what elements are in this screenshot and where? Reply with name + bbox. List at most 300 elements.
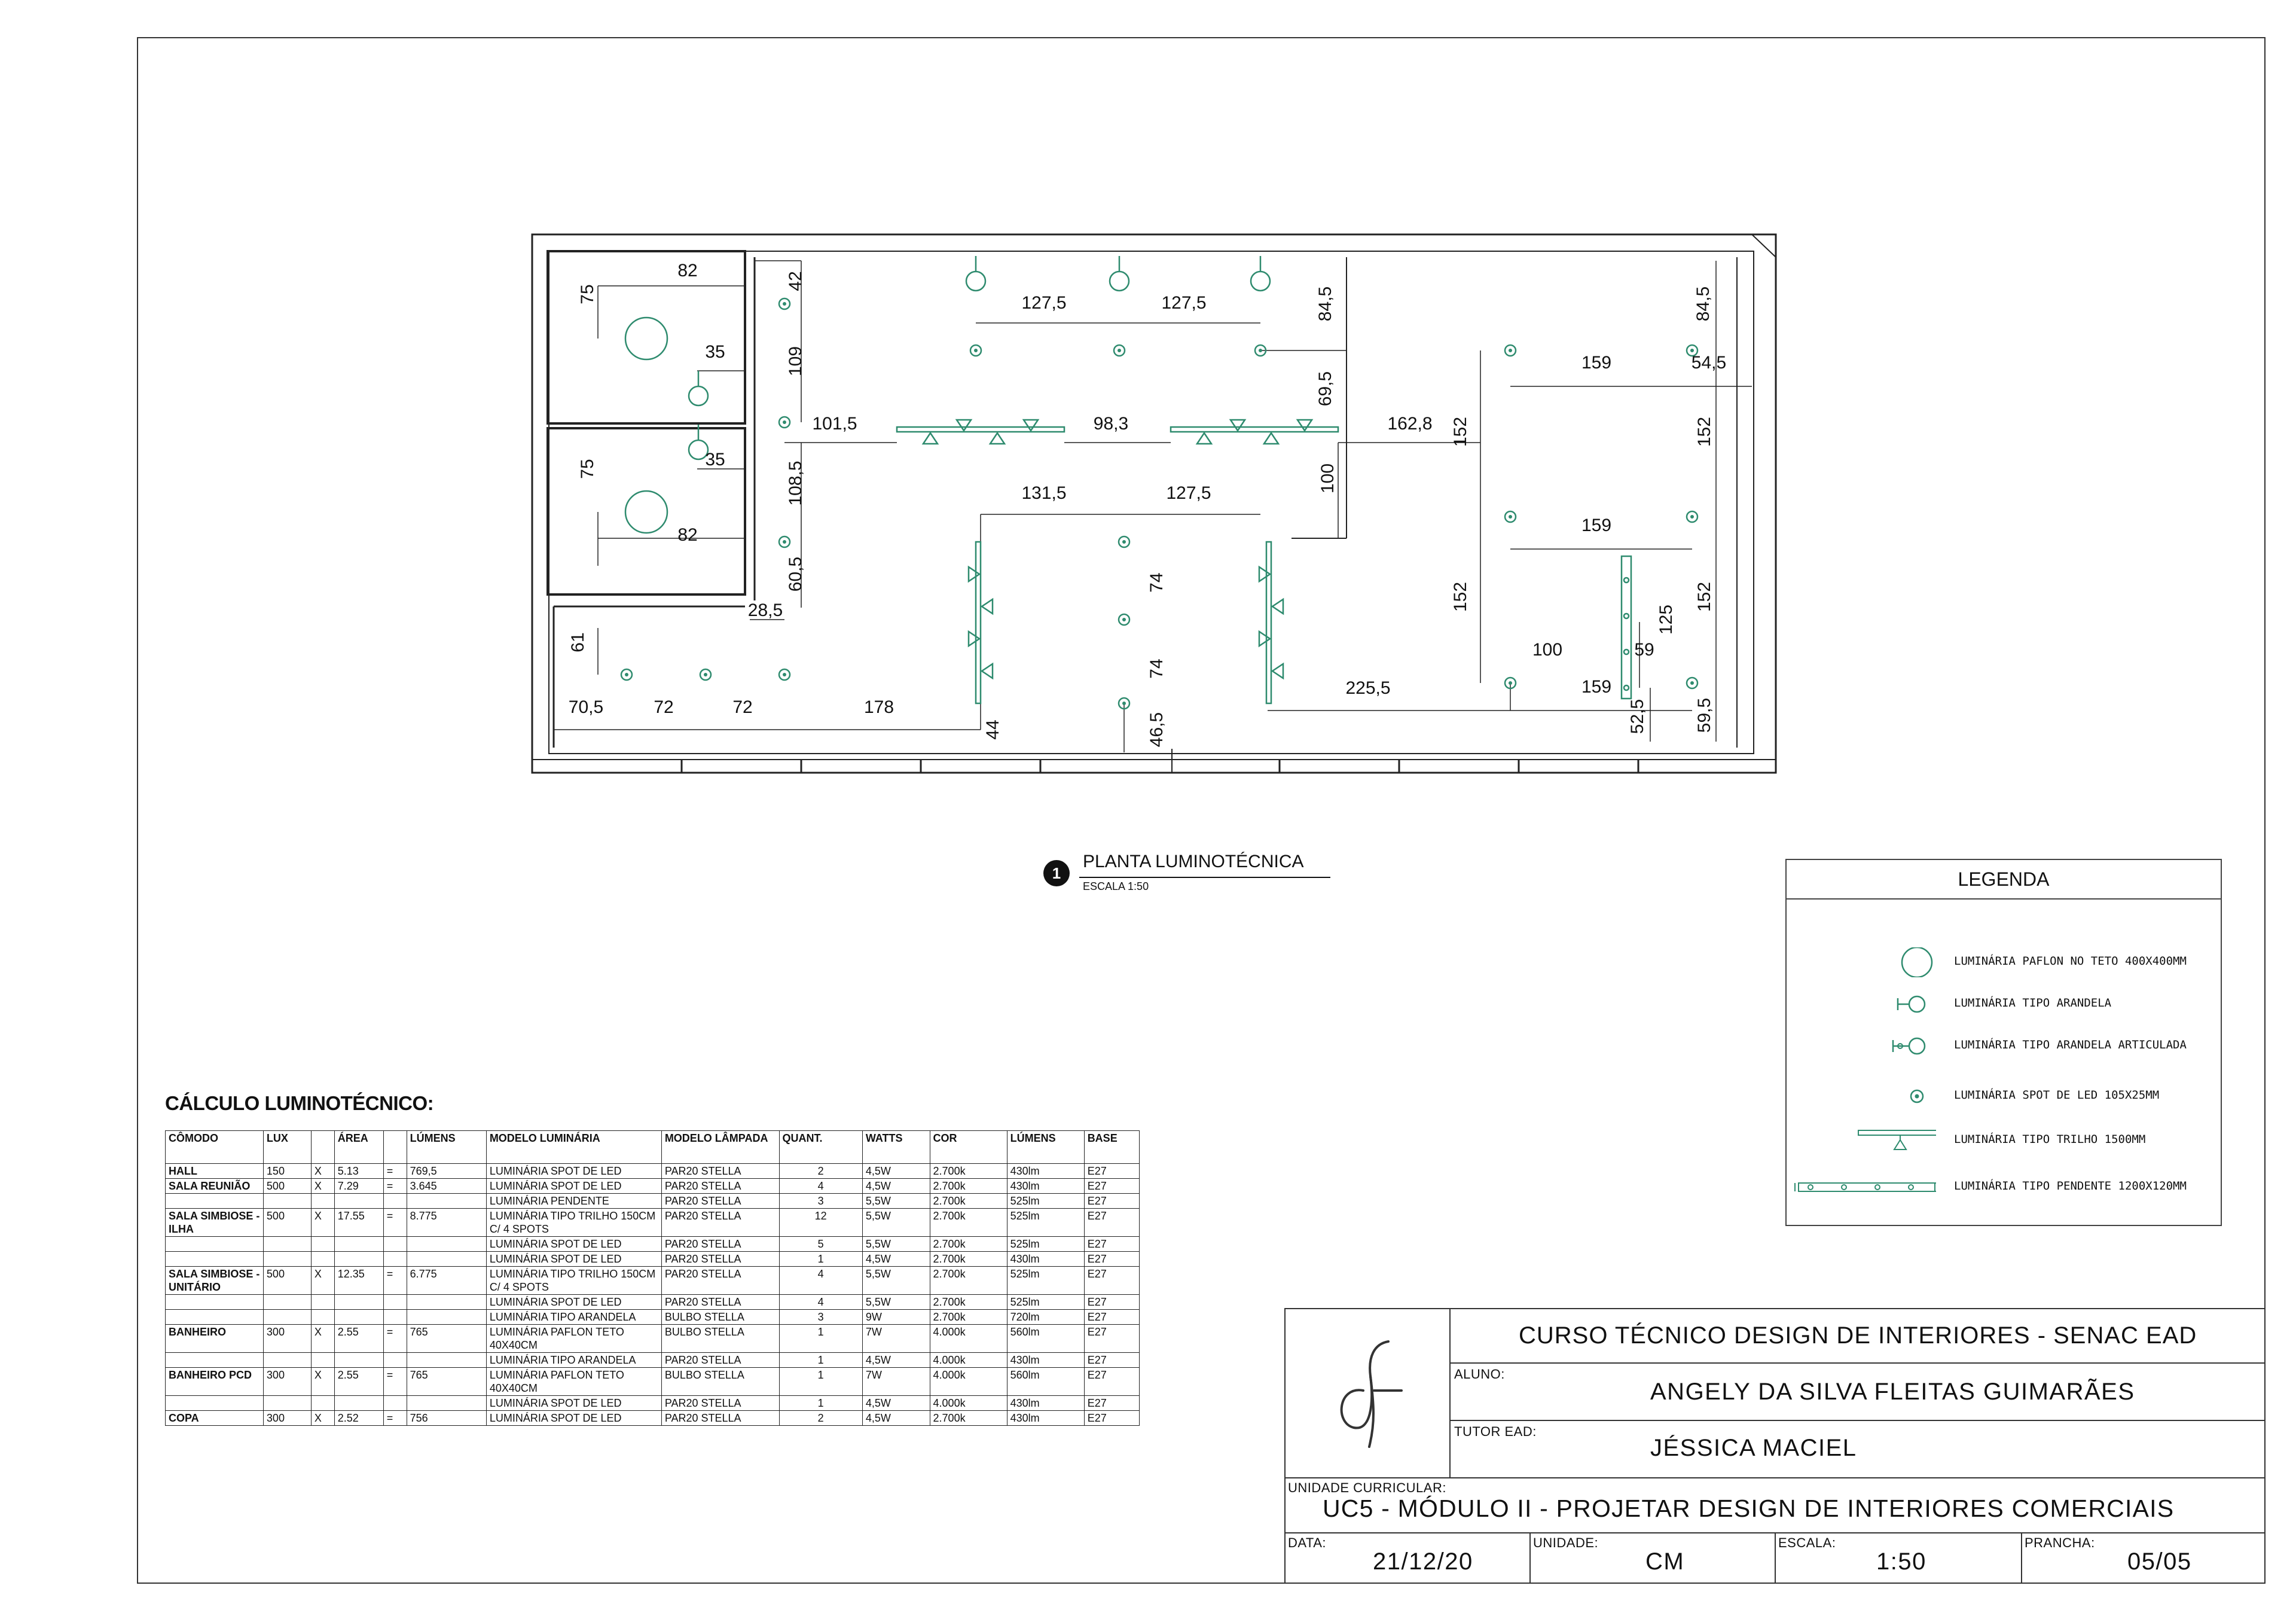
table-cell: PAR20 STELLA bbox=[661, 1252, 779, 1267]
legend-item bbox=[1787, 989, 2221, 1019]
table-cell: 150 bbox=[263, 1164, 311, 1179]
table-cell: LUMINÁRIA PAFLON TETO 40X40CM bbox=[486, 1325, 661, 1353]
table-cell: 525lm bbox=[1007, 1237, 1084, 1252]
table-cell: 4.000k bbox=[930, 1325, 1007, 1353]
dimension-label: 72 bbox=[654, 697, 674, 717]
table-cell: E27 bbox=[1084, 1396, 1139, 1411]
table-cell bbox=[263, 1353, 311, 1368]
caption-title: PLANTA LUMINOTÉCNICA bbox=[1083, 852, 1304, 871]
table-cell bbox=[383, 1194, 407, 1209]
track-light-icon bbox=[897, 420, 1064, 444]
table-row bbox=[166, 1209, 1140, 1237]
table-cell bbox=[166, 1396, 264, 1411]
table-cell: 560lm bbox=[1007, 1368, 1084, 1396]
track-light-icon bbox=[969, 542, 993, 703]
dimension-label: 127,5 bbox=[1166, 483, 1211, 503]
table-cell: = bbox=[383, 1267, 407, 1295]
student-name: ANGELY DA SILVA FLEITAS GUIMARÃES bbox=[1650, 1379, 2135, 1405]
table-row bbox=[166, 1267, 1140, 1295]
table-cell bbox=[166, 1310, 264, 1325]
table-cell: 2.700k bbox=[930, 1179, 1007, 1194]
table-cell: 525lm bbox=[1007, 1267, 1084, 1295]
unit-label: UNIDADE CURRICULAR: bbox=[1288, 1480, 1446, 1495]
dimension-label: 159 bbox=[1581, 353, 1612, 373]
led-spot-icon bbox=[700, 669, 711, 680]
table-cell: = bbox=[383, 1164, 407, 1179]
scale-value: 1:50 bbox=[1876, 1548, 1926, 1575]
pendant-light-icon bbox=[1787, 1172, 1936, 1202]
table-cell: 4,5W bbox=[862, 1252, 930, 1267]
tutor-label: TUTOR EAD: bbox=[1454, 1424, 1537, 1439]
table-cell: 4 bbox=[779, 1267, 862, 1295]
table-cell bbox=[383, 1237, 407, 1252]
legend-title: LEGENDA bbox=[1787, 860, 2221, 900]
table-cell: 756 bbox=[407, 1411, 486, 1426]
table-cell bbox=[166, 1252, 264, 1267]
table-cell: 2.55 bbox=[334, 1325, 383, 1353]
pendant-light-icon bbox=[1622, 556, 1631, 699]
led-spot-icon bbox=[970, 345, 981, 356]
table-cell: E27 bbox=[1084, 1353, 1139, 1368]
table-cell: 3 bbox=[779, 1194, 862, 1209]
table-cell: 525lm bbox=[1007, 1295, 1084, 1310]
dimension-label: 125 bbox=[1656, 604, 1676, 635]
table-row bbox=[166, 1237, 1140, 1252]
calc-header-cell: CÔMODO bbox=[166, 1131, 264, 1164]
table-cell: 500 bbox=[263, 1209, 311, 1237]
table-cell: 1 bbox=[779, 1353, 862, 1368]
dimension-label: 44 bbox=[983, 719, 1003, 740]
table-cell: LUMINÁRIA PENDENTE bbox=[486, 1194, 661, 1209]
table-cell: SALA SIMBIOSE - ILHA bbox=[166, 1209, 264, 1237]
table-cell: 2.52 bbox=[334, 1411, 383, 1426]
dimension-label: 162,8 bbox=[1387, 414, 1433, 434]
table-cell bbox=[334, 1396, 383, 1411]
calc-header-cell: WATTS bbox=[862, 1131, 930, 1164]
calc-header-cell: LÚMENS bbox=[1007, 1131, 1084, 1164]
led-spot-icon bbox=[779, 417, 790, 428]
table-cell: LUMINÁRIA SPOT DE LED bbox=[486, 1411, 661, 1426]
dimension-label: 178 bbox=[863, 697, 894, 717]
table-cell: 300 bbox=[263, 1411, 311, 1426]
table-cell: LUMINÁRIA SPOT DE LED bbox=[486, 1179, 661, 1194]
table-cell: 4.000k bbox=[930, 1353, 1007, 1368]
led-spot-icon bbox=[621, 669, 632, 680]
table-cell: 1 bbox=[779, 1252, 862, 1267]
table-row bbox=[166, 1252, 1140, 1267]
table-cell bbox=[311, 1194, 334, 1209]
table-cell: LUMINÁRIA TIPO ARANDELA bbox=[486, 1310, 661, 1325]
table-cell: PAR20 STELLA bbox=[661, 1209, 779, 1237]
table-cell: 1 bbox=[779, 1396, 862, 1411]
table-cell bbox=[166, 1194, 264, 1209]
table-cell: E27 bbox=[1084, 1325, 1139, 1353]
dimension-label: 225,5 bbox=[1345, 678, 1391, 698]
table-cell: 430lm bbox=[1007, 1396, 1084, 1411]
caption-scale: ESCALA 1:50 bbox=[1083, 880, 1149, 892]
table-cell bbox=[407, 1353, 486, 1368]
table-cell: 6.775 bbox=[407, 1267, 486, 1295]
table-cell: 17.55 bbox=[334, 1209, 383, 1237]
table-cell: PAR20 STELLA bbox=[661, 1179, 779, 1194]
dimension-label: 74 bbox=[1147, 658, 1167, 679]
table-cell: LUMINÁRIA SPOT DE LED bbox=[486, 1164, 661, 1179]
table-cell: 5 bbox=[779, 1237, 862, 1252]
led-spot-icon bbox=[1114, 345, 1125, 356]
table-cell: E27 bbox=[1084, 1164, 1139, 1179]
led-spot-icon bbox=[779, 669, 790, 680]
table-cell: 4,5W bbox=[862, 1353, 930, 1368]
date-label: DATA: bbox=[1288, 1535, 1327, 1550]
table-cell: 4,5W bbox=[862, 1411, 930, 1426]
table-row bbox=[166, 1396, 1140, 1411]
legend-item bbox=[1787, 1126, 2221, 1155]
dimension-label: 127,5 bbox=[1161, 293, 1207, 313]
table-cell: 3 bbox=[779, 1310, 862, 1325]
tutor-name: JÉSSICA MACIEL bbox=[1650, 1435, 1857, 1461]
table-cell bbox=[311, 1237, 334, 1252]
led-spot-icon bbox=[779, 536, 790, 547]
table-cell bbox=[407, 1237, 486, 1252]
table-cell: 525lm bbox=[1007, 1194, 1084, 1209]
dimension-label: 108,5 bbox=[786, 461, 805, 506]
table-cell: 1 bbox=[779, 1325, 862, 1353]
table-cell bbox=[311, 1353, 334, 1368]
plafon-icon bbox=[625, 318, 667, 359]
dimension-label: 35 bbox=[705, 450, 725, 469]
table-cell: X bbox=[311, 1164, 334, 1179]
dimension-label: 54,5 bbox=[1691, 353, 1727, 373]
table-cell: 300 bbox=[263, 1368, 311, 1396]
table-cell: 1 bbox=[779, 1368, 862, 1396]
dimension-label: 60,5 bbox=[786, 556, 805, 592]
table-cell bbox=[263, 1396, 311, 1411]
sconce-icon bbox=[689, 371, 708, 405]
table-cell: LUMINÁRIA SPOT DE LED bbox=[486, 1295, 661, 1310]
unit-name: UC5 - MÓDULO II - PROJETAR DESIGN DE INTERIORES COMERCIAIS bbox=[1323, 1495, 2175, 1522]
dimension-label: 70,5 bbox=[568, 697, 604, 717]
table-cell: = bbox=[383, 1411, 407, 1426]
track-light-icon bbox=[1171, 420, 1338, 444]
table-cell: 430lm bbox=[1007, 1353, 1084, 1368]
table-cell: 5,5W bbox=[862, 1237, 930, 1252]
table-cell: X bbox=[311, 1411, 334, 1426]
dimension-label: 28,5 bbox=[747, 600, 783, 620]
table-cell: LUMINÁRIA TIPO ARANDELA bbox=[486, 1353, 661, 1368]
legend-label: LUMINÁRIA PAFLON NO TETO 400X400MM bbox=[1954, 955, 2187, 968]
table-cell: 12.35 bbox=[334, 1267, 383, 1295]
led-spot-icon bbox=[1687, 678, 1697, 688]
table-cell: = bbox=[383, 1325, 407, 1353]
table-cell bbox=[383, 1353, 407, 1368]
table-cell: 430lm bbox=[1007, 1164, 1084, 1179]
dimension-label: 69,5 bbox=[1315, 371, 1335, 407]
table-cell: BANHEIRO PCD bbox=[166, 1368, 264, 1396]
table-cell: PAR20 STELLA bbox=[661, 1295, 779, 1310]
led-spot-icon bbox=[1119, 536, 1129, 547]
table-cell: E27 bbox=[1084, 1368, 1139, 1396]
legend-label: LUMINÁRIA TIPO ARANDELA bbox=[1954, 996, 2112, 1010]
table-cell: 2.700k bbox=[930, 1209, 1007, 1237]
table-row bbox=[166, 1368, 1140, 1396]
table-row bbox=[166, 1325, 1140, 1353]
table-cell: 500 bbox=[263, 1267, 311, 1295]
dimension-label: 159 bbox=[1581, 516, 1612, 535]
table-cell: 7W bbox=[862, 1325, 930, 1353]
calc-header-cell: COR bbox=[930, 1131, 1007, 1164]
table-cell: 4.000k bbox=[930, 1396, 1007, 1411]
table-cell: 4,5W bbox=[862, 1164, 930, 1179]
table-cell bbox=[311, 1252, 334, 1267]
table-cell: 430lm bbox=[1007, 1179, 1084, 1194]
table-cell: 2.700k bbox=[930, 1164, 1007, 1179]
unidade-label: UNIDADE: bbox=[1533, 1535, 1599, 1550]
table-cell bbox=[166, 1353, 264, 1368]
dimension-label: 52,5 bbox=[1628, 699, 1647, 734]
dimension-label: 72 bbox=[732, 697, 753, 717]
table-cell bbox=[166, 1237, 264, 1252]
dimension-label: 75 bbox=[578, 284, 597, 304]
table-cell: 2.700k bbox=[930, 1295, 1007, 1310]
track-light-icon bbox=[1787, 1126, 1936, 1155]
calc-header-cell: MODELO LUMINÁRIA bbox=[486, 1131, 661, 1164]
table-cell: = bbox=[383, 1179, 407, 1194]
table-cell bbox=[311, 1310, 334, 1325]
legend-item bbox=[1787, 1081, 2221, 1111]
table-row bbox=[166, 1194, 1140, 1209]
table-cell: HALL bbox=[166, 1164, 264, 1179]
table-cell bbox=[383, 1310, 407, 1325]
sconce-icon bbox=[1110, 256, 1129, 291]
calc-title: CÁLCULO LUMINOTÉCNICO: bbox=[165, 1092, 434, 1114]
led-spot-icon bbox=[779, 298, 790, 309]
date-value: 21/12/20 bbox=[1373, 1548, 1473, 1575]
table-cell bbox=[263, 1310, 311, 1325]
table-row bbox=[166, 1295, 1140, 1310]
table-cell: 2.700k bbox=[930, 1310, 1007, 1325]
dimension-label: 100 bbox=[1532, 640, 1563, 660]
sconce-icon bbox=[966, 256, 985, 291]
dimension-label: 152 bbox=[1694, 416, 1714, 447]
calc-header-cell: LÚMENS bbox=[407, 1131, 486, 1164]
calc-header-cell: QUANT. bbox=[779, 1131, 862, 1164]
legend-item bbox=[1787, 1031, 2221, 1061]
caption-number: 1 bbox=[1043, 860, 1070, 886]
table-cell: E27 bbox=[1084, 1310, 1139, 1325]
calc-header-row bbox=[166, 1131, 1140, 1164]
table-cell: 765 bbox=[407, 1325, 486, 1353]
dimension-label: 82 bbox=[677, 261, 698, 280]
led-spot-icon bbox=[1505, 345, 1516, 356]
table-cell: PAR20 STELLA bbox=[661, 1164, 779, 1179]
dimension-label: 35 bbox=[705, 342, 725, 362]
table-cell bbox=[334, 1353, 383, 1368]
table-cell: 765 bbox=[407, 1368, 486, 1396]
table-cell: 4 bbox=[779, 1179, 862, 1194]
legend-label: LUMINÁRIA TIPO PENDENTE 1200X120MM bbox=[1954, 1179, 2187, 1193]
legend-item bbox=[1787, 1172, 2221, 1202]
table-cell: X bbox=[311, 1267, 334, 1295]
table-cell: 12 bbox=[779, 1209, 862, 1237]
table-cell: 5,5W bbox=[862, 1295, 930, 1310]
table-cell: = bbox=[383, 1209, 407, 1237]
led-spot-icon bbox=[1505, 511, 1516, 522]
table-cell bbox=[166, 1295, 264, 1310]
table-cell: 5,5W bbox=[862, 1194, 930, 1209]
dimension-label: 59 bbox=[1634, 640, 1654, 660]
calc-header-cell bbox=[383, 1131, 407, 1164]
table-cell: PAR20 STELLA bbox=[661, 1353, 779, 1368]
table-cell bbox=[383, 1295, 407, 1310]
table-cell bbox=[263, 1295, 311, 1310]
table-cell: = bbox=[383, 1368, 407, 1396]
table-cell bbox=[407, 1252, 486, 1267]
legend-label: LUMINÁRIA SPOT DE LED 105X25MM bbox=[1954, 1089, 2160, 1102]
calc-header-cell bbox=[311, 1131, 334, 1164]
table-cell bbox=[407, 1396, 486, 1411]
table-cell: 5,5W bbox=[862, 1209, 930, 1237]
table-cell: PAR20 STELLA bbox=[661, 1194, 779, 1209]
table-cell: X bbox=[311, 1368, 334, 1396]
table-cell: 2 bbox=[779, 1164, 862, 1179]
table-cell bbox=[263, 1252, 311, 1267]
calc-header-cell: LUX bbox=[263, 1131, 311, 1164]
table-cell: PAR20 STELLA bbox=[661, 1267, 779, 1295]
table-cell: PAR20 STELLA bbox=[661, 1237, 779, 1252]
student-label: ALUNO: bbox=[1454, 1367, 1505, 1382]
table-cell: 7.29 bbox=[334, 1179, 383, 1194]
calc-header-cell: BASE bbox=[1084, 1131, 1139, 1164]
dimension-label: 84,5 bbox=[1693, 286, 1713, 322]
dimension-label: 84,5 bbox=[1315, 286, 1335, 322]
table-cell: LUMINÁRIA SPOT DE LED bbox=[486, 1396, 661, 1411]
table-cell: E27 bbox=[1084, 1209, 1139, 1237]
led-spot-icon bbox=[1787, 1081, 1936, 1111]
course-title: CURSO TÉCNICO DESIGN DE INTERIORES - SENAC EAD bbox=[1519, 1322, 2197, 1349]
table-cell: X bbox=[311, 1209, 334, 1237]
table-cell: SALA SIMBIOSE - UNITÁRIO bbox=[166, 1267, 264, 1295]
table-cell: X bbox=[311, 1179, 334, 1194]
table-row bbox=[166, 1310, 1140, 1325]
dimension-label: 152 bbox=[1451, 416, 1470, 447]
dimension-label: 131,5 bbox=[1021, 483, 1067, 503]
dimension-labels bbox=[568, 261, 1726, 747]
table-cell: 525lm bbox=[1007, 1209, 1084, 1237]
table-cell bbox=[383, 1396, 407, 1411]
dimension-label: 152 bbox=[1451, 581, 1470, 612]
sheet-value: 05/05 bbox=[2127, 1548, 2192, 1575]
dimension-label: 127,5 bbox=[1021, 293, 1067, 313]
table-cell: 769,5 bbox=[407, 1164, 486, 1179]
sheet-label: PRANCHA: bbox=[2025, 1535, 2095, 1550]
table-cell: LUMINÁRIA SPOT DE LED bbox=[486, 1237, 661, 1252]
table-cell: E27 bbox=[1084, 1252, 1139, 1267]
table-cell: BULBO STELLA bbox=[661, 1368, 779, 1396]
table-cell: E27 bbox=[1084, 1411, 1139, 1426]
table-cell bbox=[407, 1194, 486, 1209]
table-cell: 2.700k bbox=[930, 1411, 1007, 1426]
table-cell bbox=[311, 1295, 334, 1310]
table-cell: 4,5W bbox=[862, 1179, 930, 1194]
table-cell bbox=[334, 1194, 383, 1209]
table-row bbox=[166, 1164, 1140, 1179]
table-cell: COPA bbox=[166, 1411, 264, 1426]
plafon-icon bbox=[625, 491, 667, 533]
table-cell bbox=[311, 1396, 334, 1411]
table-cell: PAR20 STELLA bbox=[661, 1396, 779, 1411]
table-cell: E27 bbox=[1084, 1295, 1139, 1310]
sconce-icon bbox=[1787, 989, 1936, 1019]
table-cell: E27 bbox=[1084, 1237, 1139, 1252]
table-cell: SALA REUNIÃO bbox=[166, 1179, 264, 1194]
dimension-label: 42 bbox=[786, 271, 805, 291]
dimension-label: 101,5 bbox=[812, 414, 857, 434]
table-cell: LUMINÁRIA TIPO TRILHO 150CM C/ 4 SPOTS bbox=[486, 1209, 661, 1237]
table-cell: E27 bbox=[1084, 1179, 1139, 1194]
dimension-label: 159 bbox=[1581, 677, 1612, 697]
dimension-label: 46,5 bbox=[1147, 712, 1167, 748]
table-cell: 5.13 bbox=[334, 1164, 383, 1179]
table-cell: 2.700k bbox=[930, 1252, 1007, 1267]
table-cell: 7W bbox=[862, 1368, 930, 1396]
table-cell: 2.55 bbox=[334, 1368, 383, 1396]
calc-header-cell: ÁREA bbox=[334, 1131, 383, 1164]
scale-label: ESCALA: bbox=[1778, 1535, 1836, 1550]
table-cell: 2.700k bbox=[930, 1237, 1007, 1252]
table-cell bbox=[263, 1237, 311, 1252]
legend-label: LUMINÁRIA TIPO TRILHO 1500MM bbox=[1954, 1133, 2146, 1146]
table-cell: 2 bbox=[779, 1411, 862, 1426]
caption-rule bbox=[1079, 877, 1330, 878]
table-cell: 9W bbox=[862, 1310, 930, 1325]
table-cell: 4.000k bbox=[930, 1368, 1007, 1396]
table-cell: E27 bbox=[1084, 1194, 1139, 1209]
table-cell: X bbox=[311, 1325, 334, 1353]
lighting-calculation-table bbox=[165, 1130, 1140, 1426]
unidade-value: CM bbox=[1645, 1548, 1685, 1575]
table-cell: 3.645 bbox=[407, 1179, 486, 1194]
table-row bbox=[166, 1353, 1140, 1368]
table-cell: PAR20 STELLA bbox=[661, 1411, 779, 1426]
sconce-icon bbox=[1251, 256, 1270, 291]
dimension-label: 100 bbox=[1318, 463, 1338, 494]
table-cell bbox=[383, 1252, 407, 1267]
table-cell: 430lm bbox=[1007, 1252, 1084, 1267]
table-row bbox=[166, 1411, 1140, 1426]
table-row bbox=[166, 1179, 1140, 1194]
track-light-icon bbox=[1259, 542, 1283, 703]
dimension-label: 98,3 bbox=[1093, 414, 1129, 434]
table-cell: 430lm bbox=[1007, 1411, 1084, 1426]
led-spot-icon bbox=[1687, 511, 1697, 522]
table-cell: 4 bbox=[779, 1295, 862, 1310]
table-cell: 5,5W bbox=[862, 1267, 930, 1295]
articulated-sconce-icon bbox=[1787, 1031, 1936, 1061]
dimension-label: 82 bbox=[677, 525, 698, 545]
dimension-label: 75 bbox=[578, 459, 597, 479]
legend-label: LUMINÁRIA TIPO ARANDELA ARTICULADA bbox=[1954, 1038, 2187, 1051]
table-cell bbox=[334, 1252, 383, 1267]
table-cell bbox=[334, 1237, 383, 1252]
table-cell bbox=[334, 1295, 383, 1310]
table-cell: BANHEIRO bbox=[166, 1325, 264, 1353]
table-cell: BULBO STELLA bbox=[661, 1310, 779, 1325]
dimension-label: 61 bbox=[568, 632, 588, 653]
title-block bbox=[1284, 1308, 2266, 1584]
table-cell: 560lm bbox=[1007, 1325, 1084, 1353]
table-cell bbox=[263, 1194, 311, 1209]
legend-item bbox=[1787, 947, 2221, 977]
